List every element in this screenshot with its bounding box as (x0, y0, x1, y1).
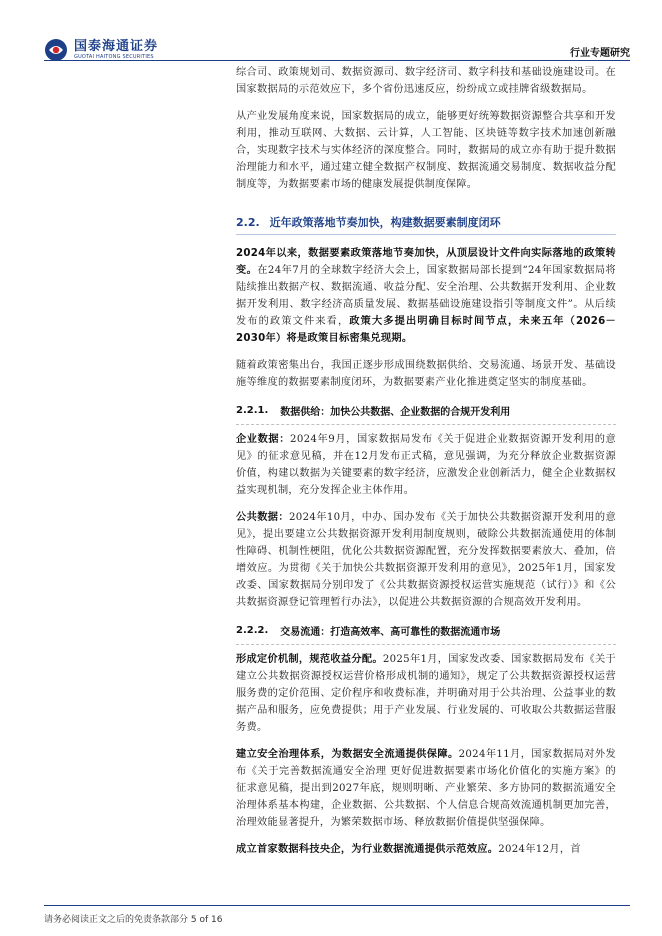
section-title: 近年政策落地节奏加快，构建数据要素制度闭环 (269, 216, 501, 229)
paragraph-2024-bold-lead: 2024年以来，数据要素政策落地节奏加快，从顶层设计文件向实际落地的政策转变。 (236, 248, 616, 276)
paragraph-public-data (236, 509, 616, 611)
paragraph-industry: 从产业发展角度来说，国家数据局的成立，能够更好统筹数据资源整合共享和开发利用，推动互联网、大数据、云计算，人工智能、区块链等数字技术加速创新融合，实现数字技术与实体经济的深度整合。同时，数据局的成立亦有助于提升数据治理能力和水平，通过建立健全数据产权制度、数据流通交易制度、数据收益分配制度等，为数据要素市场的健康发展提供制度保障。 (236, 111, 616, 190)
section-heading-2-2-1 (236, 403, 616, 418)
report-type-label: 行业专题研究 (570, 48, 630, 59)
footer-disclaimer: 请务必阅读正文之后的免责条款部分 (44, 915, 189, 925)
section-number: 2.2.2. (236, 625, 269, 636)
section-heading-2-2 (236, 210, 616, 235)
section-heading-2-2-2 (236, 623, 616, 638)
paragraph-label: 建立安全治理体系，为数据安全流通提供保障。 (236, 749, 459, 760)
logo-english-name: GUOTAI HAITONG SECURITIES (74, 53, 154, 60)
page-footer (44, 912, 630, 925)
paragraph-2024-middle: 在24年7月的全球数字经济大会上，国家数据局部长提到“24年国家数据局将陆续推出数据产权、数据流通、收益分配、安全治理、公共数据开发利用、企业数据开发利用、数字经济高质量发展、数据基础设施建设指引等制度文件”。从后续发布的政策文件来看， (236, 265, 616, 327)
section-title: 交易流通：打造高效率、高可靠性的数据流通市场 (280, 627, 501, 638)
section-divider (236, 424, 616, 425)
footer-divider (44, 905, 630, 906)
paragraph-intro-tail: 综合司、政策规划司、数据资源司、数字经济司、数字科技和基础设施建设司。在国家数据局的示范效应下，多个省份迅速反应，纷纷成立或挂牌省级数据局。 (236, 67, 616, 95)
paragraph-pricing (236, 651, 616, 736)
paragraph-enterprise-data (236, 431, 616, 499)
section-number: 2.2. (236, 215, 260, 229)
paragraph-text: 2024年9月，国家数据局发布《关于促进企业数据资源开发利用的意见》的征求意见稿，并在12月发布正式稿，意见强调，为充分释放企业数据资源价值，构建以数据为关键要素的数字经济，应激发企业创新活力，健全企业数据权益实现机制，充分发挥企业主体作用。 (236, 434, 616, 496)
header-divider (44, 60, 630, 61)
section-number: 2.2.1. (236, 405, 269, 416)
paragraph-label: 公共数据： (236, 512, 289, 523)
section-divider (236, 644, 616, 645)
paragraph-label: 形成定价机制，规范收益分配。 (236, 654, 383, 665)
company-logo-icon (44, 38, 68, 62)
footer-page-number: 5 of 16 (190, 915, 223, 925)
paragraph-label: 企业数据： (236, 434, 291, 445)
paragraph-closed-loop: 随着政策密集出台，我国正逐步形成围绕数据供给、交易流通、场景开发、基础设施等维度的数据要素制度闭环，为数据要素产业化推进奠定坚实的制度基础。 (236, 360, 616, 388)
paragraph-text: 2025年1月，国家发改委、国家数据局发布《关于建立公共数据资源授权运营价格形成机制的通知》，规定了公共数据资源授权运营服务费的定价范围、定价程序和收费标准，并明确对用于公共治理、公益事业的数据产品和服务，应免费提供；用于产业发展、行业发展的、可收取公共数据运营服务费。 (236, 654, 616, 733)
paragraph-text: 2024年10月，中办、国办发布《关于加快公共数据资源开发利用的意见》，提出要建立公共数据资源开发利用制度规则，破除公共数据流通使用的体制性障碍、机制性梗阻，优化公共数据资源配置，充分发挥数据要素放大、叠加，倍增效应。为贯彻《关于加快公共数据资源开发利用的意见》，2025年1月，国家发改委、国家数据局分别印发了《公共数据资源授权运营实施规范（试行）》和《公共数据资源登记管理暂行办法》，以促进公共数据资源的合规高效开发利用。 (236, 512, 616, 608)
paragraph-2024-policy (236, 245, 616, 347)
company-logo (44, 38, 158, 62)
section-title: 数据供给：加快公共数据、企业数据的合规开发利用 (280, 407, 511, 418)
main-content (236, 64, 616, 858)
page-header (0, 0, 662, 62)
paragraph-security (236, 746, 616, 831)
paragraph-label: 成立首家数据科技央企，为行业数据流通提供示范效应。 (236, 844, 499, 855)
paragraph-2024-bold-tail: 政策大多提出明确目标时间节点，未来五年（2026－2030年）将是政策目标密集兑现期。 (236, 316, 617, 344)
logo-chinese-name: 国泰海通证券 (74, 38, 159, 54)
paragraph-text: 2024年11月，国家数据局对外发布《关于完善数据流通安全治理 更好促进数据要素市场化价值化的实施方案》的征求意见稿，提出到2027年底，规则明晰、产业繁荣、多方协同的数据流通安全治理体系基本构建，企业数据、公共数据、个人信息合规高效流通机制更加完善，治理效能显著提升，为繁荣数据市场、释放数据价值提供坚强保障。 (236, 749, 616, 828)
paragraph-text: 2024年12月，首 (498, 844, 581, 855)
paragraph-first-central-enterprise (236, 841, 616, 858)
